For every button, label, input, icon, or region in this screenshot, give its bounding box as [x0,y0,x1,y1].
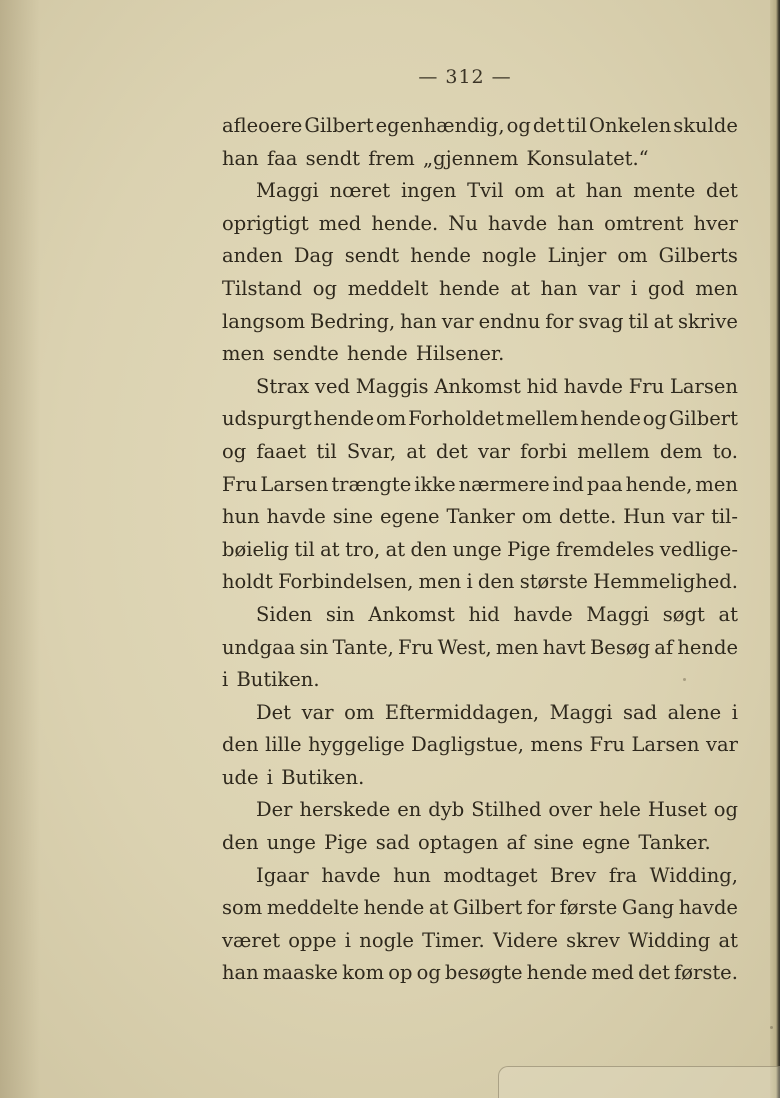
text-line: Tilstand og meddelt hende at han var i god men [222,276,738,300]
text-line: hun havde sine egene Tanker om dette. Hun var til- [222,505,738,529]
text-line: den unge Pige sad optagen af sine egne Tanker. [222,831,711,855]
text-line: afleoere Gilbert egenhændig, og det til Onkelen skulde [222,114,738,137]
text-line: oprigtigt med hende. Nu havde han omtrent hver [222,211,738,235]
text-line: ude i Butiken. [222,765,365,789]
text-line: Igaar havde hun modtaget Brev fra Widding, [256,863,738,887]
text-line: udspurgt hende om Forholdet mellem hende og Gilbert [222,407,738,431]
text-line: i Butiken. [222,668,320,692]
text-line: Maggi nœret ingen Tvil om at han mente det [256,179,738,203]
body-text [222,110,738,990]
page-number: — 312 — [418,66,512,88]
text-line: Strax ved Maggis Ankomst hid havde Fru Larsen [256,374,738,398]
page-edge [770,0,780,1098]
text-line: Fru Larsen trængte ikke nærmere ind paa hende, men [222,472,738,496]
text-line: anden Dag sendt hende nogle Linjer om Gilberts [222,244,738,268]
paper-speck [683,678,686,681]
text-line: men sendte hende Hilsener. [222,342,505,366]
text-line: Det var om Eftermiddagen, Maggi sad alene i [256,700,738,724]
text-line: og faaet til Svar, at det var forbi mellem dem to. [222,439,738,463]
text-line: langsom Bedring, han var endnu for svag til at skrive [222,309,738,333]
text-line: været oppe i nogle Timer. Videre skrev Widding at [222,928,738,952]
text-line: han maaske kom op og besøgte hende med det første. [222,961,738,985]
text-line: han faa sendt frem „gjennem Konsulatet.“ [222,146,649,170]
text-line: bøielig til at tro, at den unge Pige fremdeles vedlige- [222,537,738,561]
page-gutter-shadow [0,0,40,1098]
paper-speck [770,1026,773,1029]
text-line: som meddelte hende at Gilbert for første Gang havde [222,896,738,920]
text-line: holdt Forbindelsen, men i den største Hemmelighed. [222,570,738,594]
text-line: den lille hyggelige Dagligstue, mens Fru Larsen var [222,733,738,757]
text-line: undgaa sin Tante, Fru West, men havt Besøg af hende [222,635,738,659]
text-line: Siden sin Ankomst hid havde Maggi søgt at [256,602,738,626]
text-line: Der herskede en dyb Stilhed over hele Huset og [256,798,738,822]
paper-fold-mark [498,1066,780,1098]
